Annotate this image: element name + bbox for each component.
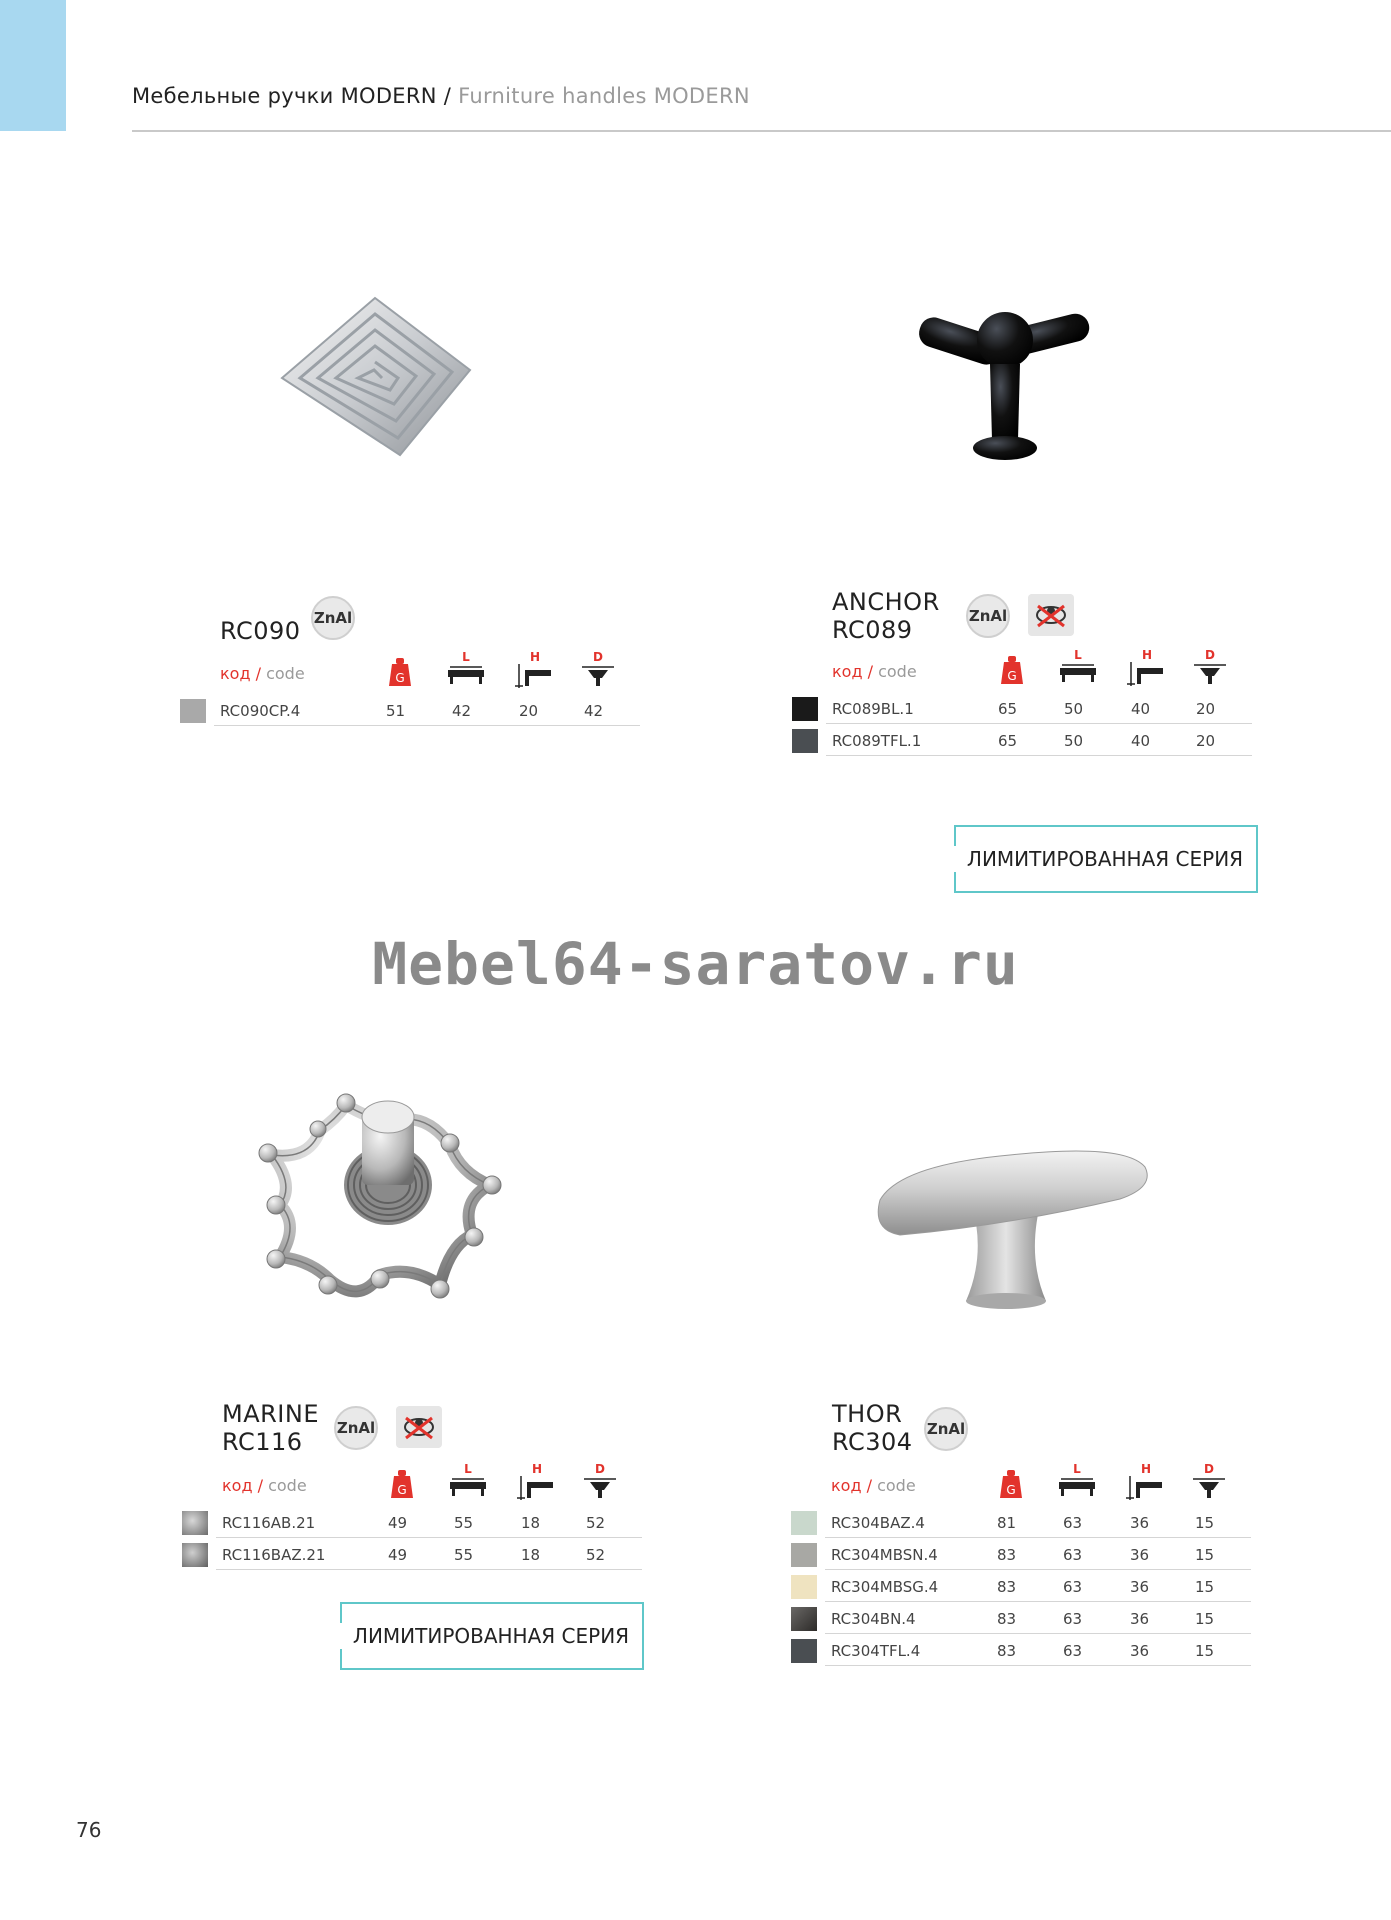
code-label-ru: код <box>222 1476 253 1495</box>
limited-series-label: ЛИМИТИРОВАННАЯ СЕРИЯ <box>966 847 1244 871</box>
code-label-ru: код <box>220 664 251 683</box>
length-icon <box>448 1462 488 1502</box>
spec-header <box>791 1462 1251 1506</box>
rc116-material-label: ZnAl <box>336 1419 376 1437</box>
height-letter: H <box>531 1462 543 1476</box>
length-value: 42 <box>452 702 472 720</box>
code-label-sep: / <box>867 662 873 681</box>
weight-value: 83 <box>997 1642 1017 1660</box>
height-value: 36 <box>1130 1578 1150 1596</box>
rc090-material-label: ZnAl <box>313 609 353 627</box>
weight-letter: G <box>397 1483 407 1497</box>
rc089-product-image <box>910 290 1100 470</box>
product-code: RC304MBSN.4 <box>831 1546 938 1564</box>
spec-header <box>180 650 640 694</box>
finish-swatch <box>792 697 818 721</box>
height-icon <box>1125 648 1165 688</box>
product-code: RC116BAZ.21 <box>222 1546 326 1564</box>
weight-icon <box>380 650 420 690</box>
weight-icon <box>991 1462 1031 1502</box>
length-value: 63 <box>1063 1642 1083 1660</box>
weight-value: 51 <box>386 702 406 720</box>
page-number: 76 <box>76 1818 102 1842</box>
spec-header <box>792 648 1252 692</box>
length-icon <box>1057 1462 1097 1502</box>
rc116-code-title: RC116 <box>222 1428 303 1456</box>
finish-swatch <box>791 1639 817 1663</box>
depth-icon <box>580 1462 620 1502</box>
code-column-label <box>220 664 305 683</box>
length-value: 55 <box>454 1514 474 1532</box>
corner-tab <box>0 0 66 131</box>
length-letter: L <box>1074 648 1082 662</box>
weight-value: 49 <box>388 1514 408 1532</box>
rc304-title <box>832 1400 913 1456</box>
product-code: RC304BAZ.4 <box>831 1514 925 1532</box>
height-letter: H <box>529 650 541 664</box>
weight-icon <box>992 648 1032 688</box>
finish-swatch <box>791 1607 817 1631</box>
height-icon <box>513 650 553 690</box>
product-code: RC304MBSG.4 <box>831 1578 939 1596</box>
rc089-title <box>832 588 940 644</box>
depth-value: 15 <box>1195 1642 1215 1660</box>
limited-series-label: ЛИМИТИРОВАННАЯ СЕРИЯ <box>352 1624 630 1648</box>
depth-letter: D <box>595 1462 605 1476</box>
code-label-sep: / <box>866 1476 872 1495</box>
rc089-code-title: RC089 <box>832 616 913 644</box>
length-letter: L <box>1073 1462 1081 1476</box>
depth-value: 15 <box>1195 1514 1215 1532</box>
length-value: 55 <box>454 1546 474 1564</box>
rc089-material-label: ZnAl <box>968 607 1008 625</box>
length-value: 50 <box>1064 732 1084 750</box>
rc089-spec-table <box>792 648 1252 756</box>
height-value: 18 <box>521 1546 541 1564</box>
table-row <box>216 1506 642 1538</box>
height-letter: H <box>1141 648 1153 662</box>
spec-header <box>182 1462 642 1506</box>
height-value: 36 <box>1130 1642 1150 1660</box>
depth-letter: D <box>1205 648 1215 662</box>
product-code: RC089BL.1 <box>832 700 914 718</box>
no-rotation-icon <box>1028 594 1074 636</box>
height-value: 40 <box>1131 732 1151 750</box>
height-value: 40 <box>1131 700 1151 718</box>
height-value: 36 <box>1130 1610 1150 1628</box>
finish-swatch <box>791 1575 817 1599</box>
depth-value: 15 <box>1195 1578 1215 1596</box>
finish-swatch <box>791 1543 817 1567</box>
depth-icon <box>578 650 618 690</box>
znal-material-icon <box>311 596 355 640</box>
height-value: 36 <box>1130 1514 1150 1532</box>
product-code: RC116AB.21 <box>222 1514 316 1532</box>
length-letter: L <box>464 1462 472 1476</box>
rc116-title <box>222 1400 319 1456</box>
rc089-model-name: ANCHOR <box>832 588 940 616</box>
page-header <box>132 84 750 108</box>
rc090-title <box>220 617 301 645</box>
table-row <box>825 1538 1251 1570</box>
code-label-sep: / <box>257 1476 263 1495</box>
height-value: 36 <box>1130 1546 1150 1564</box>
code-label-ru: код <box>831 1476 862 1495</box>
height-value: 20 <box>519 702 539 720</box>
length-letter: L <box>462 650 470 664</box>
length-icon <box>1058 648 1098 688</box>
no-rotation-icon <box>396 1406 442 1448</box>
weight-letter: G <box>395 671 405 685</box>
finish-swatch <box>180 699 206 723</box>
depth-value: 15 <box>1195 1610 1215 1628</box>
weight-letter: G <box>1007 669 1017 683</box>
depth-value: 15 <box>1195 1546 1215 1564</box>
header-title-en: Furniture handles MODERN <box>458 84 750 108</box>
weight-value: 49 <box>388 1546 408 1564</box>
finish-swatch <box>182 1543 208 1567</box>
rc090-spec-table <box>180 650 640 726</box>
product-code: RC304TFL.4 <box>831 1642 921 1660</box>
rc304-spec-table <box>791 1462 1251 1666</box>
rc116-model-name: MARINE <box>222 1400 319 1428</box>
table-row <box>216 1538 642 1570</box>
code-label-en: code <box>878 662 917 681</box>
product-code: RC089TFL.1 <box>832 732 922 750</box>
depth-value: 20 <box>1196 700 1216 718</box>
weight-value: 81 <box>997 1514 1017 1532</box>
table-row <box>825 1602 1251 1634</box>
weight-letter: G <box>1006 1483 1016 1497</box>
height-value: 18 <box>521 1514 541 1532</box>
table-row <box>826 724 1252 756</box>
code-column-label <box>222 1476 307 1495</box>
length-value: 63 <box>1063 1610 1083 1628</box>
limited-series-badge <box>954 825 1258 893</box>
depth-icon <box>1190 648 1230 688</box>
depth-letter: D <box>1204 1462 1214 1476</box>
weight-value: 65 <box>998 732 1018 750</box>
product-code: RC090CP.4 <box>220 702 301 720</box>
depth-letter: D <box>593 650 603 664</box>
length-value: 63 <box>1063 1546 1083 1564</box>
znal-material-icon <box>924 1407 968 1451</box>
depth-value: 42 <box>584 702 604 720</box>
height-icon <box>515 1462 555 1502</box>
rc304-product-image <box>870 1125 1155 1315</box>
code-column-label <box>831 1476 916 1495</box>
finish-swatch <box>792 729 818 753</box>
limited-series-badge <box>340 1602 644 1670</box>
finish-swatch <box>791 1511 817 1535</box>
depth-value: 52 <box>586 1514 606 1532</box>
product-code: RC304BN.4 <box>831 1610 916 1628</box>
length-value: 50 <box>1064 700 1084 718</box>
rc304-model-name: THOR <box>832 1400 903 1428</box>
weight-icon <box>382 1462 422 1502</box>
weight-value: 83 <box>997 1578 1017 1596</box>
length-value: 63 <box>1063 1514 1083 1532</box>
code-column-label <box>832 662 917 681</box>
rc090-product-image <box>270 290 480 465</box>
rc304-code-title: RC304 <box>832 1428 913 1456</box>
finish-swatch <box>182 1511 208 1535</box>
height-letter: H <box>1140 1462 1152 1476</box>
code-label-ru: код <box>832 662 863 681</box>
depth-value: 52 <box>586 1546 606 1564</box>
rc116-product-image <box>250 1075 510 1325</box>
code-label-en: code <box>266 664 305 683</box>
rc116-spec-table <box>182 1462 642 1570</box>
weight-value: 83 <box>997 1610 1017 1628</box>
header-title-ru: Мебельные ручки MODERN <box>132 84 437 108</box>
table-row <box>214 694 640 726</box>
length-value: 63 <box>1063 1578 1083 1596</box>
header-divider <box>132 130 1391 132</box>
depth-value: 20 <box>1196 732 1216 750</box>
weight-value: 83 <box>997 1546 1017 1564</box>
table-row <box>825 1570 1251 1602</box>
rc090-code-title: RC090 <box>220 617 301 645</box>
height-icon <box>1124 1462 1164 1502</box>
table-row <box>825 1634 1251 1666</box>
code-label-en: code <box>877 1476 916 1495</box>
table-row <box>826 692 1252 724</box>
depth-icon <box>1189 1462 1229 1502</box>
watermark: Mebel64-saratov.ru <box>372 930 1019 998</box>
znal-material-icon <box>334 1406 378 1450</box>
length-icon <box>446 650 486 690</box>
code-label-en: code <box>268 1476 307 1495</box>
header-separator: / <box>443 84 452 108</box>
rc304-material-label: ZnAl <box>926 1420 966 1438</box>
weight-value: 65 <box>998 700 1018 718</box>
table-row <box>825 1506 1251 1538</box>
code-label-sep: / <box>255 664 261 683</box>
znal-material-icon <box>966 594 1010 638</box>
